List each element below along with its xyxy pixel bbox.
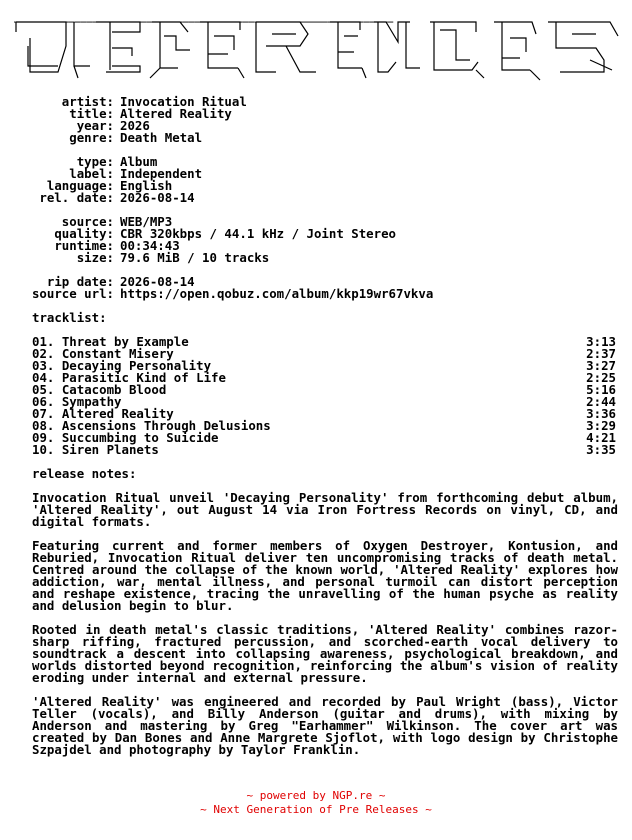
info-value: Death Metal [120, 130, 203, 145]
release-notes-paragraph: 'Altered Reality' was engineered and recorded by Paul Wright (bass), Victor Teller (vocals), and Billy Anderson (guitar and drums), with mixing by Anderson and mastering by Greg "Earhammer" Wilkinson. The cover art was created by Dan Bones and Anne Margrete Sjoflot, with logo design by Christophe Szpajdel and photography by Taylor Franklin. [32, 694, 618, 757]
track-duration: 3:36 [586, 406, 616, 421]
footer-powered-by: ~ powered by NGP.re ~ [246, 789, 386, 802]
track-duration: 2:44 [586, 394, 616, 409]
track-title: 10. Siren Planets [32, 442, 159, 457]
info-label: quality: [54, 226, 114, 241]
tracklist-heading: tracklist: [32, 310, 107, 325]
track-duration: 3:35 [586, 442, 616, 457]
svg-text:______________________________: _______________________________________________________________ [14, 12, 394, 23]
track-title: 07. Altered Reality [32, 406, 174, 421]
release-notes-paragraph: Invocation Ritual unveil 'Decaying Personality' from forthcoming debut album, 'Altered Reality', out August 14 via Iron Fortress Records on vinyl, CD, and digital formats. [32, 490, 618, 529]
info-value: 00:34:43 [120, 238, 180, 253]
info-value: 2026-08-14 [120, 190, 195, 205]
track-title: 05. Catacomb Blood [32, 382, 167, 397]
track-title: 03. Decaying Personality [32, 358, 212, 373]
info-label: language: [46, 178, 114, 193]
info-label: source: [61, 214, 114, 229]
ascii-logo [0, 0, 632, 92]
source-url-link[interactable]: https://open.qobuz.com/album/kkp19wr67vkva [120, 286, 434, 301]
track-duration: 2:37 [586, 346, 616, 361]
track-duration: 2:25 [586, 370, 616, 385]
track-title: 08. Ascensions Through Delusions [32, 418, 271, 433]
track-title: 09. Succumbing to Suicide [32, 430, 219, 445]
info-label: rel. date: [39, 190, 114, 205]
info-value: Album [120, 154, 158, 169]
info-value: Invocation Ritual [120, 94, 247, 109]
info-label: genre: [69, 130, 114, 145]
footer-tagline: ~ Next Generation of Pre Releases ~ [200, 803, 432, 816]
info-value: WEB/MP3 [120, 214, 173, 229]
track-title: 04. Parasitic Kind of Life [32, 370, 226, 385]
track-title: 01. Threat by Example [32, 334, 189, 349]
track-duration: 3:27 [586, 358, 616, 373]
info-value: CBR 320kbps / 44.1 kHz / Joint Stereo [120, 226, 397, 241]
info-label: year: [76, 118, 114, 133]
info-value: Independent [120, 166, 203, 181]
info-label: artist: [61, 94, 114, 109]
info-value: Altered Reality [120, 106, 232, 121]
track-row [32, 444, 616, 456]
info-value: 2026-08-14 [120, 274, 195, 289]
info-value: 79.6 MiB / 10 tracks [120, 250, 270, 265]
track-duration: 5:16 [586, 382, 616, 397]
release-notes-paragraph: Rooted in death metal's classic traditions, 'Altered Reality' combines razor-sharp riffing, fractured percussion, and scorched-earth vocal delivery to soundtrack a descent into collapsing awareness, psychological breakdown, and worlds distorted beyond recognition, reinforcing the album's vision of reality eroding under internal and external pressure. [32, 622, 618, 685]
track-title: 06. Sympathy [32, 394, 122, 409]
track-duration: 3:29 [586, 418, 616, 433]
track-duration: 4:21 [586, 430, 616, 445]
track-duration: 3:13 [586, 334, 616, 349]
info-label: rip date: [46, 274, 114, 289]
info-value: 2026 [120, 118, 150, 133]
info-label: size: [76, 250, 114, 265]
track-title: 02. Constant Misery [32, 346, 174, 361]
info-label: source url: [31, 286, 114, 301]
info-label: type: [76, 154, 114, 169]
info-label: title: [69, 106, 114, 121]
info-label: label: [69, 166, 114, 181]
info-value: English [120, 178, 173, 193]
release-notes-paragraph: Featuring current and former members of Oxygen Destroyer, Kontusion, and Reburied, Invocation Ritual deliver ten uncompromising tracks of death metal. Centred around the collapse of the known world, 'Altered Reality' explores how addiction, war, mental illness, and personal turmoil can distort perception and reshape existence, tracing the unravelling of the human psyche as reality and delusion begin to blur. [32, 538, 618, 613]
release-notes-heading: release notes: [32, 466, 137, 481]
info-label: runtime: [54, 238, 114, 253]
